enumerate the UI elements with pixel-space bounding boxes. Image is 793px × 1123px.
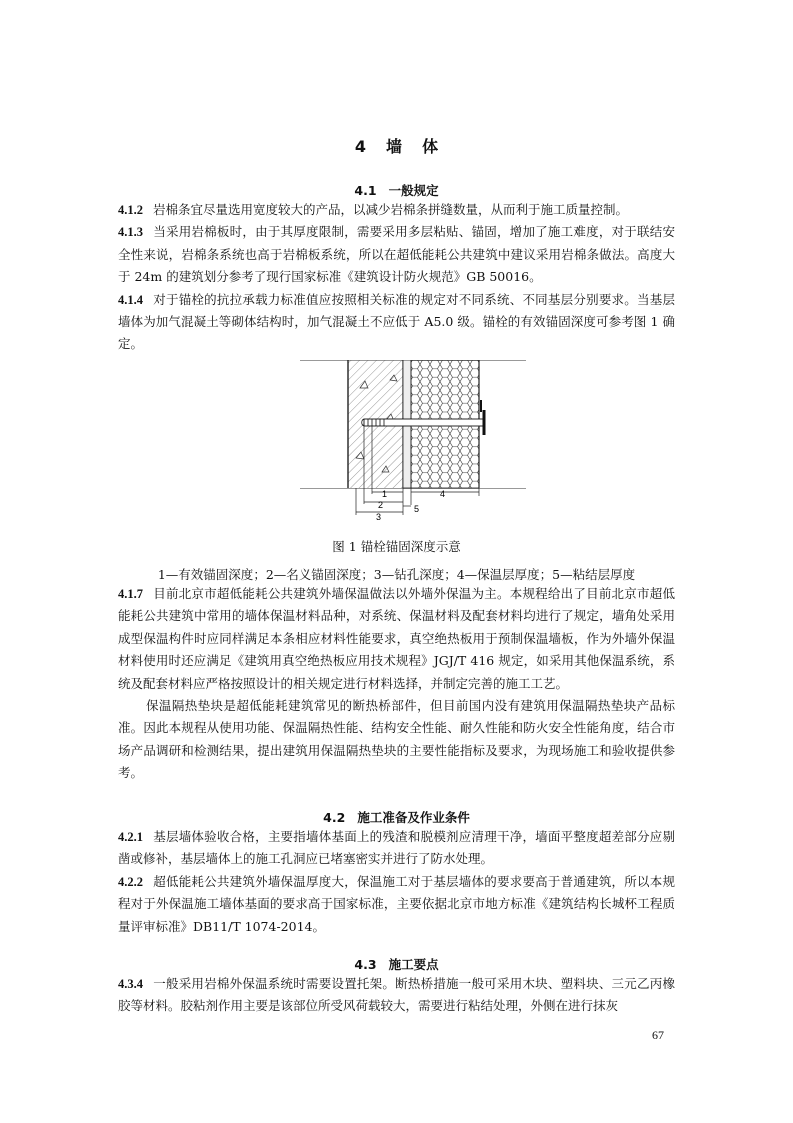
section-heading-4-2: [0, 808, 793, 826]
clause-id: 4.3.4: [118, 977, 143, 991]
clause-4-2-2: [118, 871, 675, 938]
paragraph: 保温隔热垫块是超低能耗建筑常见的断热桥部件，但目前国内没有建筑用保温隔热垫块产品标准。因此本规程从使用功能、保温隔热性能、结构安全性能、耐久性能和防火安全性能角度，结合市场产品调研和检测结果，提出建筑用保温隔热垫块的主要性能指标及要求，为现场施工和验收提供参考。: [118, 698, 675, 781]
clause-id: 4.2.2: [118, 874, 143, 889]
clause-text: 超低能耗公共建筑外墙保温厚度大，保温施工对于基层墙体的要求要高于普通建筑，所以本规程对于外保温施工墙体基面的要求高于国家标准，主要依据北京市地方标准《建筑结构长城杯工程质量评审标准》DB11/T 1074-2014。: [118, 873, 675, 934]
dimension-label-2: 2: [378, 500, 384, 510]
anchor-bolt: [364, 419, 484, 426]
text-block-4-1-7: [118, 583, 675, 785]
section-number: 4.2: [323, 810, 346, 825]
page-number: 67: [652, 1028, 664, 1042]
section-heading-4-3: [0, 955, 793, 973]
clause-id: 4.1.4: [118, 292, 143, 307]
clause-4-1-7: [118, 583, 675, 695]
text-block-4-2: [118, 826, 675, 938]
chapter-title-b: 体: [422, 137, 439, 156]
clause-text: 当采用岩棉板时，由于其厚度限制，需要采用多层粘贴、锚固，增加了施工难度，对于联结安全性来说，岩棉条系统也高于岩棉板系统，所以在超低能耗公共建筑中建议采用岩棉条做法。高度大于 24m 的建筑划分参考了现行国家标准《建筑设计防火规范》GB 50016。: [118, 224, 675, 285]
clause-id: 4.1.3: [118, 225, 143, 240]
clause-text: 一般采用岩棉外保温系统时需要设置托架。断热桥措施一般可采用木块、塑料块、三元乙丙橡胶等材料。胶粘剂作用主要是该部位所受风荷载较大，需要进行粘结处理，外侧在进行抹灰: [118, 976, 675, 1014]
dimension-label-5: 5: [414, 504, 420, 514]
clause-id: 4.2.1: [118, 830, 143, 844]
figure-legend: 1—有效锚固深度；2—名义锚固深度；3—钻孔深度；4—保温层厚度；5—粘结层厚度: [157, 567, 636, 582]
anchor-depth-figure: [300, 360, 526, 525]
dimension-label-4: 4: [440, 489, 446, 499]
text-block-4-1: [118, 199, 675, 356]
clause-4-3-4: [118, 973, 675, 1018]
clause-4-1-2: [118, 199, 675, 221]
clause-4-1-4: [118, 289, 675, 356]
figure-caption: 图 1 锚栓锚固深度示意: [332, 539, 461, 554]
chapter-title-a: 墙: [386, 137, 403, 156]
clause-text: 基层墙体验收合格，主要指墙体基面上的残渣和脱模剂应清理干净，墙面平整度超差部分应剔凿或修补，基层墙体上的施工孔洞应已堵塞密实并进行了防水处理。: [118, 829, 675, 867]
chapter-title: [0, 134, 793, 157]
clause-4-2-1: [118, 826, 675, 871]
dimension-label-1: 1: [382, 489, 388, 499]
section-title: 施工要点: [388, 957, 439, 972]
section-number: 4.3: [354, 957, 377, 972]
clause-text: 目前北京市超低能耗公共建筑外墙保温做法以外墙外保温为主。本规程给出了目前北京市超低能耗公共建筑中常用的墙体保温材料品种，对系统、保温材料及配套材料均进行了规定，墙角处采用成型保温构件时应同样满足本条相应材料性能要求，真空绝热板用于预制保温墙板，作为外墙外保温材料使用时还应满足《建筑用真空绝热板应用技术规程》JGJ/T 416 规定，如采用其他保温系统，系统及配套材料应严格按照设计的相关规定进行材料选择，并制定完善的施工工艺。: [118, 586, 675, 691]
clause-4-1-3: [118, 221, 675, 288]
clause-id: 4.1.2: [118, 203, 143, 217]
chapter-number: 4: [354, 137, 367, 156]
section-title: 施工准备及作业条件: [357, 810, 470, 825]
section-heading-4-1: [0, 181, 793, 199]
section-number: 4.1: [354, 183, 377, 198]
section-title: 一般规定: [388, 183, 439, 198]
clause-text: 对于锚栓的抗拉承载力标准值应按照相关标准的规定对不同系统、不同基层分别要求。当基层墙体为加气混凝土等砌体结构时，加气混凝土不应低于 A5.0 级。锚栓的有效锚固深度可参考图 1 确定。: [118, 291, 675, 352]
dimension-label-3: 3: [376, 512, 382, 522]
clause-id: 4.1.7: [118, 587, 143, 601]
clause-text: 岩棉条宜尽量选用宽度较大的产品，以减少岩棉条拼缝数量，从而利于施工质量控制。: [153, 202, 629, 217]
text-block-4-3: [118, 973, 675, 1018]
